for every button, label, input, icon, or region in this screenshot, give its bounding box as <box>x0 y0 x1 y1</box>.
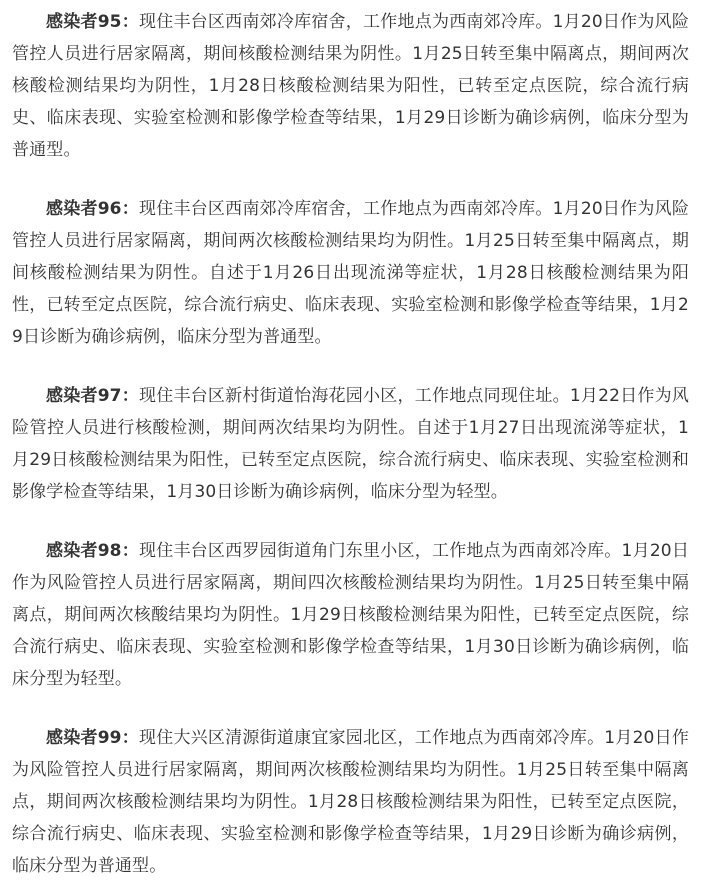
case-text-95: 现住丰台区西南郊冷库宿舍，工作地点为西南郊冷库。1月20日作为风险管控人员进行居家隔离，期间核酸检测结果为阴性。1月25日转至集中隔离点，期间两次核酸检测结果均为阴性，1月28日核酸检测结果为阳性，已转至定点医院，综合流行病史、临床表现、实验室检测和影像学检查等结果，1月29日诊断为确诊病例，临床分型为普通型。 <box>12 12 689 160</box>
case-text-98: 现住丰台区西罗园街道角门东里小区，工作地点为西南郊冷库。1月20日作为风险管控人员进行居家隔离，期间四次核酸检测结果均为阴性。1月25日转至集中隔离点，期间两次核酸结果均为阴性。1月29日核酸检测结果为阳性，已转至定点医院，综合流行病史、临床表现、实验室检测和影像学检查等结果，1月30日诊断为确诊病例，临床分型为轻型。 <box>12 541 689 689</box>
case-label-98: 感染者98： <box>46 541 139 561</box>
case-label-96: 感染者96： <box>46 199 139 219</box>
case-text-97: 现住丰台区新村街道怡海花园小区，工作地点同现住址。1月22日作为风险管控人员进行核酸检测，期间两次结果均为阴性。自述于1月27日出现流涕等症状，1月29日核酸检测结果为阳性，已转至定点医院，综合流行病史、临床表现、实验室检测和影像学检查等结果，1月30日诊断为确诊病例，临床分型为轻型。 <box>12 386 689 502</box>
case-label-99: 感染者99： <box>46 728 139 748</box>
case-paragraph-97 <box>12 380 689 508</box>
case-paragraph-96 <box>12 193 689 353</box>
case-label-95: 感染者95： <box>46 12 139 32</box>
case-paragraph-98 <box>12 535 689 695</box>
case-text-99: 现住大兴区清源街道康宜家园北区，工作地点为西南郊冷库。1月20日作为风险管控人员进行居家隔离，期间两次核酸检测结果均为阴性。1月25日转至集中隔离点，期间两次核酸检测结果均为阴性。1月28日核酸检测结果为阳性，已转至定点医院，综合流行病史、临床表现、实验室检测和影像学检查等结果，1月29日诊断为确诊病例，临床分型为普通型。 <box>12 728 689 876</box>
case-text-96: 现住丰台区西南郊冷库宿舍，工作地点为西南郊冷库。1月20日作为风险管控人员进行居家隔离，期间两次核酸检测结果均为阴性。1月25日转至集中隔离点，期间核酸检测结果为阴性。自述于1月26日出现流涕等症状，1月28日核酸检测结果为阳性，已转至定点医院，综合流行病史、临床表现、实验室检测和影像学检查等结果，1月29日诊断为确诊病例，临床分型为普通型。 <box>12 199 689 347</box>
case-paragraph-95 <box>12 6 689 166</box>
case-paragraph-99 <box>12 722 689 882</box>
case-label-97: 感染者97： <box>46 386 139 406</box>
